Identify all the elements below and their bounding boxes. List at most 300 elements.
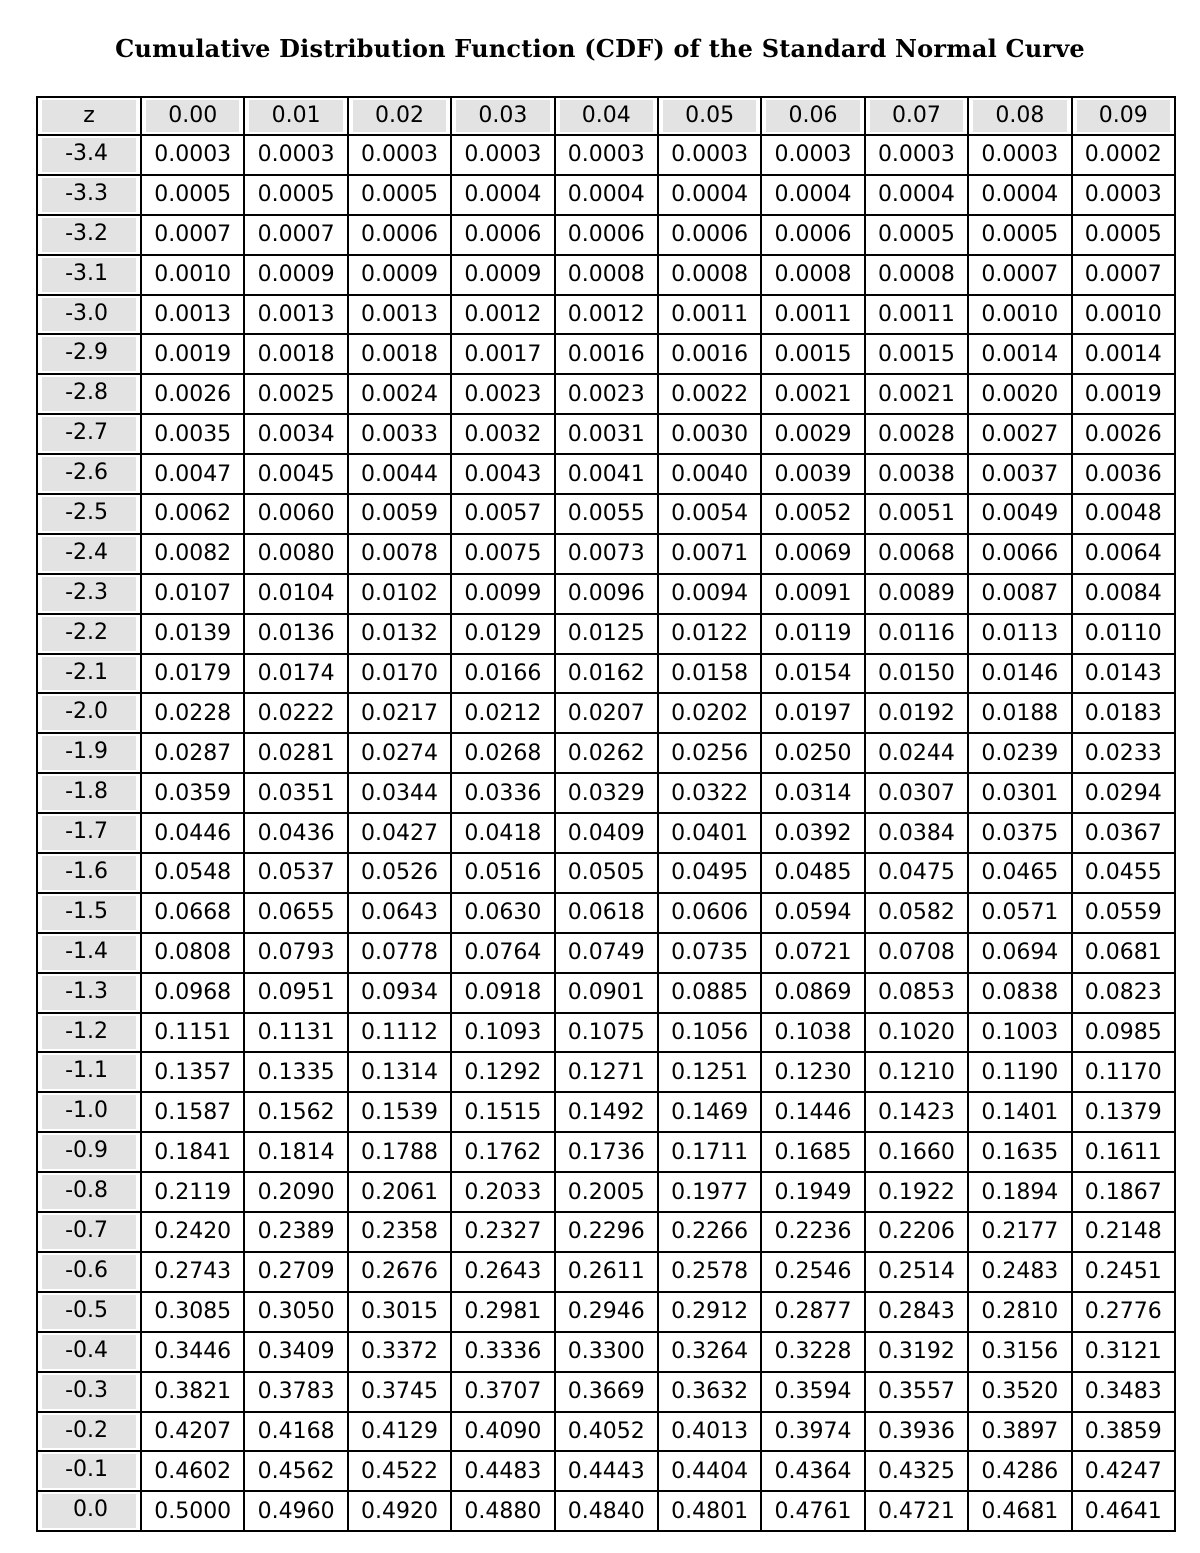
probability-cell [451, 773, 554, 813]
probability-cell [244, 255, 347, 295]
z-value-cell [37, 853, 141, 893]
z-value: -0.3 [42, 1375, 136, 1409]
probability-value: 0.1314 [360, 1059, 438, 1085]
probability-cell [555, 1491, 658, 1531]
probability-value: 0.0136 [257, 621, 335, 647]
probability-value: 0.0008 [671, 262, 749, 288]
probability-cell [555, 215, 658, 255]
probability-cell [244, 334, 347, 374]
probability-value: 0.1357 [154, 1059, 232, 1085]
probability-value: 0.2514 [877, 1259, 955, 1285]
probability-value: 0.0013 [360, 302, 438, 327]
table-row [37, 1212, 1175, 1252]
probability-value: 0.0028 [877, 421, 955, 447]
probability-value: 0.0129 [464, 621, 542, 647]
probability-value: 0.0418 [464, 820, 542, 846]
probability-value: 0.0495 [671, 860, 749, 886]
probability-cell [658, 614, 761, 654]
probability-cell [658, 1212, 761, 1252]
probability-cell [1072, 893, 1175, 933]
probability-cell [658, 414, 761, 454]
probability-cell [968, 813, 1071, 853]
probability-cell [761, 1292, 864, 1332]
probability-value: 0.1635 [981, 1139, 1059, 1165]
probability-value: 0.0154 [774, 661, 852, 687]
probability-value: 0.0044 [360, 461, 438, 487]
probability-cell [1072, 414, 1175, 454]
probability-value: 0.0062 [154, 501, 232, 527]
probability-cell [865, 1252, 968, 1292]
probability-value: 0.0465 [981, 860, 1059, 886]
probability-value: 0.1539 [360, 1099, 438, 1125]
probability-value: 0.3557 [877, 1379, 955, 1405]
probability-cell [555, 135, 658, 175]
column-header [968, 97, 1071, 135]
probability-value: 0.2776 [1084, 1299, 1162, 1325]
probability-value: 0.3821 [154, 1379, 232, 1405]
probability-value: 0.4247 [1084, 1458, 1162, 1484]
probability-value: 0.0197 [774, 700, 852, 726]
probability-cell [348, 454, 451, 494]
probability-value: 0.0031 [567, 421, 645, 447]
probability-value: 0.0694 [981, 940, 1059, 966]
probability-value: 0.0793 [257, 940, 335, 966]
probability-cell [348, 614, 451, 654]
probability-cell [761, 614, 864, 654]
probability-cell [141, 1052, 244, 1092]
probability-cell [451, 1092, 554, 1132]
probability-cell [761, 933, 864, 973]
probability-value: 0.0162 [567, 661, 645, 687]
probability-value: 0.0455 [1084, 860, 1162, 886]
probability-cell [348, 973, 451, 1013]
probability-value: 0.0023 [464, 381, 542, 407]
probability-value: 0.0033 [360, 421, 438, 447]
probability-value: 0.0294 [1084, 780, 1162, 806]
table-row [37, 295, 1175, 335]
z-value-cell [37, 1013, 141, 1053]
probability-value: 0.0301 [981, 780, 1059, 806]
probability-value: 0.2420 [154, 1219, 232, 1245]
z-value-cell [37, 893, 141, 933]
z-value: -3.4 [42, 138, 136, 172]
z-value-cell [37, 1332, 141, 1372]
probability-cell [1072, 1252, 1175, 1292]
probability-value: 0.3483 [1084, 1379, 1162, 1405]
probability-cell [244, 175, 347, 215]
probability-cell [348, 693, 451, 733]
probability-cell [968, 853, 1071, 893]
probability-cell [968, 1132, 1071, 1172]
probability-value: 0.4052 [567, 1418, 645, 1444]
probability-value: 0.0019 [1084, 381, 1162, 407]
probability-cell [451, 1412, 554, 1452]
probability-cell [451, 614, 554, 654]
probability-cell [761, 853, 864, 893]
probability-value: 0.2709 [257, 1259, 335, 1285]
probability-value: 0.0004 [671, 182, 749, 208]
probability-value: 0.1020 [877, 1020, 955, 1046]
probability-cell [555, 1132, 658, 1172]
z-value-cell [37, 334, 141, 374]
probability-cell [865, 534, 968, 574]
probability-value: 0.0099 [464, 581, 542, 607]
probability-value: 0.4681 [981, 1498, 1059, 1524]
column-header [658, 97, 761, 135]
probability-cell [658, 1451, 761, 1491]
probability-value: 0.0037 [981, 461, 1059, 487]
z-value-cell [37, 1252, 141, 1292]
probability-value: 0.3936 [877, 1418, 955, 1444]
z-value: -2.1 [42, 657, 136, 691]
probability-cell [865, 973, 968, 1013]
probability-value: 0.4801 [671, 1498, 749, 1524]
probability-value: 0.4721 [877, 1498, 955, 1524]
probability-value: 0.1151 [154, 1020, 232, 1046]
probability-cell [968, 1013, 1071, 1053]
probability-value: 0.0005 [1084, 222, 1162, 248]
probability-cell [348, 1172, 451, 1212]
probability-cell [1072, 654, 1175, 694]
probability-cell [1072, 733, 1175, 773]
probability-cell [1072, 973, 1175, 1013]
probability-cell [1072, 1212, 1175, 1252]
probability-value: 0.0005 [257, 182, 335, 208]
probability-value: 0.4602 [154, 1458, 232, 1484]
probability-cell [968, 1332, 1071, 1372]
probability-cell [865, 1491, 968, 1531]
probability-value: 0.0015 [877, 341, 955, 367]
probability-cell [555, 1052, 658, 1092]
probability-value: 0.0003 [154, 142, 232, 168]
table-row [37, 374, 1175, 414]
probability-value: 0.0228 [154, 700, 232, 726]
probability-cell [244, 1132, 347, 1172]
probability-cell [658, 295, 761, 335]
probability-value: 0.0735 [671, 940, 749, 966]
probability-cell [141, 295, 244, 335]
probability-cell [141, 1412, 244, 1452]
column-header-label: 0.04 [560, 100, 653, 132]
table-row [37, 1013, 1175, 1053]
probability-value: 0.4013 [671, 1418, 749, 1444]
z-value-cell [37, 1372, 141, 1412]
probability-value: 0.0174 [257, 661, 335, 687]
probability-cell [451, 813, 554, 853]
probability-cell [1072, 175, 1175, 215]
probability-cell [865, 853, 968, 893]
probability-cell [555, 614, 658, 654]
probability-cell [1072, 374, 1175, 414]
probability-value: 0.0392 [774, 820, 852, 846]
probability-cell [141, 135, 244, 175]
probability-cell [555, 933, 658, 973]
probability-value: 0.0060 [257, 501, 335, 527]
probability-value: 0.2451 [1084, 1259, 1162, 1285]
probability-value: 0.0268 [464, 740, 542, 766]
probability-cell [244, 295, 347, 335]
probability-cell [244, 893, 347, 933]
z-value: -3.2 [42, 218, 136, 252]
probability-cell [451, 1451, 554, 1491]
probability-cell [244, 773, 347, 813]
probability-value: 0.3121 [1084, 1339, 1162, 1365]
probability-value: 0.0013 [257, 302, 335, 327]
probability-value: 0.1446 [774, 1099, 852, 1125]
probability-cell [1072, 1092, 1175, 1132]
probability-cell [968, 973, 1071, 1013]
probability-value: 0.2676 [360, 1259, 438, 1285]
probability-cell [141, 494, 244, 534]
column-header-label: 0.05 [663, 100, 756, 132]
probability-cell [141, 414, 244, 454]
probability-value: 0.0008 [877, 262, 955, 288]
probability-value: 0.4286 [981, 1458, 1059, 1484]
probability-value: 0.1038 [774, 1020, 852, 1046]
probability-cell [1072, 215, 1175, 255]
z-value: -2.6 [42, 457, 136, 491]
probability-cell [555, 1292, 658, 1332]
probability-cell [968, 1252, 1071, 1292]
probability-cell [555, 1332, 658, 1372]
probability-value: 0.0322 [671, 780, 749, 806]
probability-value: 0.4207 [154, 1418, 232, 1444]
probability-value: 0.0166 [464, 661, 542, 687]
z-value: -1.0 [42, 1095, 136, 1129]
probability-value: 0.2177 [981, 1219, 1059, 1245]
table-row [37, 1172, 1175, 1212]
probability-cell [141, 614, 244, 654]
probability-cell [865, 1212, 968, 1252]
probability-value: 0.0446 [154, 820, 232, 846]
probability-value: 0.4090 [464, 1418, 542, 1444]
z-value-cell [37, 215, 141, 255]
probability-value: 0.0749 [567, 940, 645, 966]
probability-cell [761, 1013, 864, 1053]
probability-value: 0.2148 [1084, 1219, 1162, 1245]
probability-value: 0.0143 [1084, 661, 1162, 687]
probability-cell [1072, 1451, 1175, 1491]
table-row [37, 175, 1175, 215]
probability-cell [451, 255, 554, 295]
probability-cell [555, 255, 658, 295]
probability-cell [244, 574, 347, 614]
probability-value: 0.0618 [567, 900, 645, 926]
probability-cell [761, 1252, 864, 1292]
probability-cell [865, 574, 968, 614]
probability-value: 0.0132 [360, 621, 438, 647]
probability-cell [1072, 1172, 1175, 1212]
probability-value: 0.0036 [1084, 461, 1162, 487]
probability-cell [968, 175, 1071, 215]
probability-value: 0.3156 [981, 1339, 1059, 1365]
probability-cell [451, 534, 554, 574]
probability-cell [348, 1491, 451, 1531]
probability-cell [555, 853, 658, 893]
probability-value: 0.2090 [257, 1179, 335, 1205]
probability-value: 0.0217 [360, 700, 438, 726]
probability-value: 0.2578 [671, 1259, 749, 1285]
probability-value: 0.0336 [464, 780, 542, 806]
probability-value: 0.0064 [1084, 541, 1162, 567]
probability-cell [555, 534, 658, 574]
probability-value: 0.1841 [154, 1139, 232, 1165]
probability-value: 0.0071 [671, 541, 749, 567]
probability-cell [141, 1172, 244, 1212]
probability-cell [141, 175, 244, 215]
probability-value: 0.0018 [257, 341, 335, 367]
probability-value: 0.0005 [877, 222, 955, 248]
z-value-cell [37, 175, 141, 215]
probability-value: 0.3015 [360, 1299, 438, 1325]
probability-value: 0.0032 [464, 421, 542, 447]
column-header [141, 97, 244, 135]
probability-value: 0.2981 [464, 1299, 542, 1325]
table-row [37, 733, 1175, 773]
table-row [37, 1332, 1175, 1372]
probability-value: 0.0409 [567, 820, 645, 846]
probability-cell [865, 733, 968, 773]
probability-value: 0.0808 [154, 940, 232, 966]
probability-value: 0.2389 [257, 1219, 335, 1245]
z-value: -1.3 [42, 976, 136, 1010]
table-row [37, 1292, 1175, 1332]
probability-cell [141, 1372, 244, 1412]
z-value: -0.4 [42, 1335, 136, 1369]
column-header-label: z [42, 100, 136, 132]
probability-value: 0.0007 [257, 222, 335, 248]
probability-cell [244, 1451, 347, 1491]
probability-value: 0.2912 [671, 1299, 749, 1325]
probability-cell [1072, 1372, 1175, 1412]
probability-value: 0.1949 [774, 1179, 852, 1205]
probability-value: 0.3974 [774, 1418, 852, 1444]
probability-value: 0.0021 [877, 381, 955, 407]
probability-cell [555, 693, 658, 733]
probability-cell [244, 534, 347, 574]
probability-cell [141, 1332, 244, 1372]
probability-value: 0.0287 [154, 740, 232, 766]
probability-cell [348, 1451, 451, 1491]
probability-cell [1072, 494, 1175, 534]
table-row [37, 893, 1175, 933]
probability-value: 0.0003 [257, 142, 335, 168]
probability-cell [555, 414, 658, 454]
probability-cell [451, 973, 554, 1013]
column-header [244, 97, 347, 135]
probability-value: 0.1788 [360, 1139, 438, 1165]
z-value: -1.4 [42, 936, 136, 970]
probability-value: 0.0025 [257, 381, 335, 407]
z-value: -2.0 [42, 696, 136, 730]
probability-value: 0.0281 [257, 740, 335, 766]
probability-cell [865, 1013, 968, 1053]
probability-value: 0.2643 [464, 1259, 542, 1285]
probability-cell [348, 1052, 451, 1092]
probability-value: 0.0192 [877, 700, 955, 726]
probability-cell [141, 893, 244, 933]
probability-cell [865, 454, 968, 494]
table-row [37, 813, 1175, 853]
probability-cell [555, 1013, 658, 1053]
probability-cell [968, 733, 1071, 773]
probability-cell [761, 973, 864, 1013]
cdf-table [36, 96, 1176, 1532]
probability-value: 0.0005 [154, 182, 232, 208]
probability-value: 0.0222 [257, 700, 335, 726]
probability-value: 0.0594 [774, 900, 852, 926]
probability-value: 0.0110 [1084, 621, 1162, 647]
probability-value: 0.0038 [877, 461, 955, 487]
probability-cell [968, 1412, 1071, 1452]
table-row [37, 1092, 1175, 1132]
z-value-cell [37, 1412, 141, 1452]
probability-value: 0.3409 [257, 1339, 335, 1365]
probability-cell [451, 175, 554, 215]
probability-cell [761, 494, 864, 534]
probability-cell [348, 1132, 451, 1172]
probability-value: 0.1762 [464, 1139, 542, 1165]
probability-cell [968, 654, 1071, 694]
probability-value: 0.2119 [154, 1179, 232, 1205]
z-value-cell [37, 933, 141, 973]
probability-cell [141, 334, 244, 374]
probability-cell [658, 1412, 761, 1452]
probability-cell [968, 614, 1071, 654]
probability-value: 0.0019 [154, 341, 232, 367]
probability-value: 0.0351 [257, 780, 335, 806]
probability-cell [555, 813, 658, 853]
column-header-label: 0.01 [249, 100, 342, 132]
probability-cell [348, 893, 451, 933]
probability-value: 0.0307 [877, 780, 955, 806]
probability-cell [141, 1092, 244, 1132]
z-value-cell [37, 534, 141, 574]
probability-cell [244, 1052, 347, 1092]
probability-cell [865, 255, 968, 295]
probability-value: 0.0039 [774, 461, 852, 487]
probability-cell [141, 215, 244, 255]
probability-cell [348, 813, 451, 853]
probability-value: 0.0013 [154, 302, 232, 327]
z-value: -1.7 [42, 816, 136, 850]
table-row [37, 534, 1175, 574]
probability-cell [1072, 693, 1175, 733]
probability-value: 0.2296 [567, 1219, 645, 1245]
probability-cell [865, 1292, 968, 1332]
probability-cell [761, 1212, 864, 1252]
probability-cell [865, 693, 968, 733]
probability-cell [1072, 135, 1175, 175]
probability-value: 0.0022 [671, 381, 749, 407]
table-row [37, 1412, 1175, 1452]
probability-value: 0.0113 [981, 621, 1059, 647]
probability-cell [968, 1092, 1071, 1132]
probability-value: 0.0096 [567, 581, 645, 607]
probability-value: 0.0026 [1084, 421, 1162, 447]
probability-cell [555, 1092, 658, 1132]
probability-cell [658, 1292, 761, 1332]
probability-cell [141, 1013, 244, 1053]
probability-cell [348, 1412, 451, 1452]
probability-value: 0.2327 [464, 1219, 542, 1245]
probability-value: 0.0007 [154, 222, 232, 248]
probability-value: 0.3669 [567, 1379, 645, 1405]
probability-cell [348, 1292, 451, 1332]
probability-cell [141, 1451, 244, 1491]
probability-value: 0.3783 [257, 1379, 335, 1405]
probability-cell [348, 773, 451, 813]
